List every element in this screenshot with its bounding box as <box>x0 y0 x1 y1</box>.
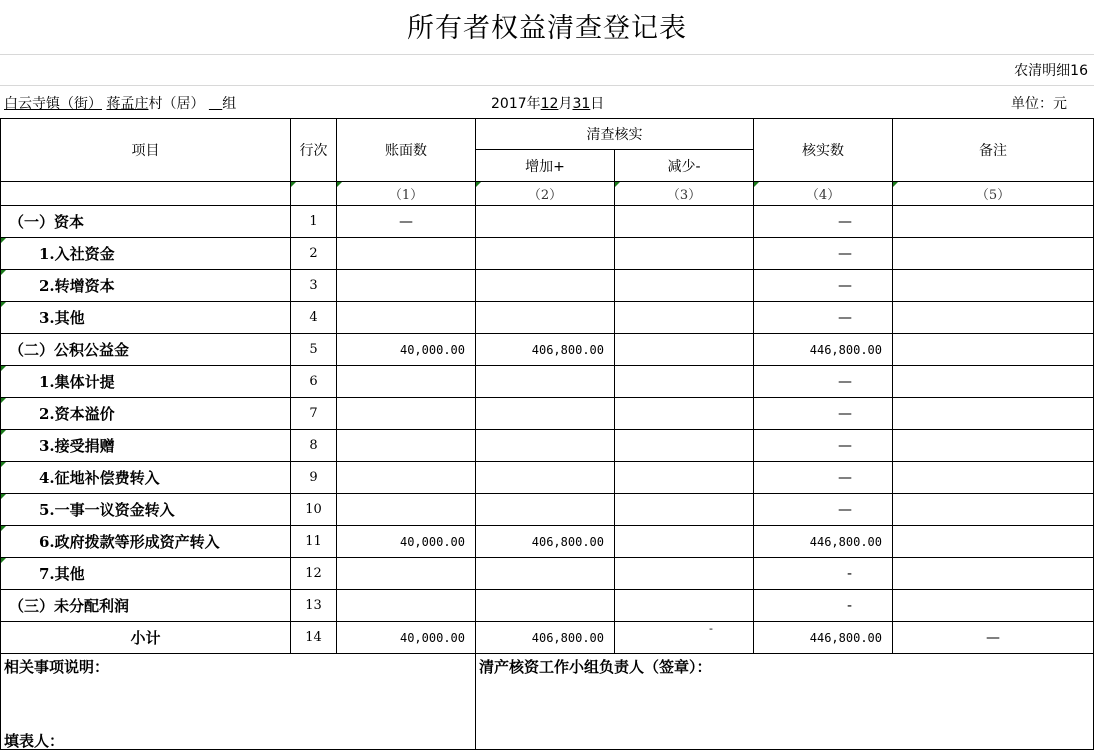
item-cell: （三）未分配利润 <box>1 590 291 622</box>
unit-label: 单位：元 <box>1011 96 1067 112</box>
row-number-cell: 14 <box>291 622 337 654</box>
increase-cell <box>476 366 615 398</box>
actual-value-cell: — <box>754 398 893 430</box>
table-row <box>1 270 1094 302</box>
remark-cell <box>893 206 1094 238</box>
header-row-no: 行次 <box>291 119 337 182</box>
row-number-cell: 4 <box>291 302 337 334</box>
book-value-cell <box>337 270 476 302</box>
table-row <box>1 238 1094 270</box>
increase-cell <box>476 302 615 334</box>
table-row <box>1 622 1094 654</box>
decrease-cell: - <box>615 622 754 654</box>
book-value-cell: 40,000.00 <box>337 526 476 558</box>
decrease-cell <box>615 558 754 590</box>
row-number-cell: 9 <box>291 462 337 494</box>
header-decrease: 减少- <box>615 150 754 182</box>
col-index: （4） <box>754 182 893 206</box>
notes-section <box>1 654 476 750</box>
row-number-cell: 10 <box>291 494 337 526</box>
remark-cell <box>893 238 1094 270</box>
remark-cell <box>893 334 1094 366</box>
equity-table <box>0 118 1094 750</box>
table-row <box>1 430 1094 462</box>
footer-row <box>1 654 1094 750</box>
form-code: 农清明细16 <box>1014 63 1088 79</box>
table-row <box>1 334 1094 366</box>
header-item: 项目 <box>1 119 291 182</box>
actual-value-cell: 446,800.00 <box>754 334 893 366</box>
village-name: 蒋孟庄 <box>106 96 149 112</box>
item-cell: 3.其他 <box>1 302 291 334</box>
group-blank <box>209 96 222 112</box>
table-row <box>1 462 1094 494</box>
book-value-cell <box>337 494 476 526</box>
book-value-cell <box>337 366 476 398</box>
increase-cell: 406,800.00 <box>476 622 615 654</box>
col-index: （2） <box>476 182 615 206</box>
table-row <box>1 558 1094 590</box>
decrease-cell <box>615 590 754 622</box>
item-cell: 2.资本溢价 <box>1 398 291 430</box>
index-blank <box>1 182 291 206</box>
index-blank <box>291 182 337 206</box>
decrease-cell <box>615 526 754 558</box>
table-row <box>1 494 1094 526</box>
remark-cell <box>893 462 1094 494</box>
date-month: 12 <box>540 96 559 112</box>
group-suffix: 组 <box>222 96 237 112</box>
village-suffix: 村（居） <box>148 96 205 112</box>
notes-label: 相关事项说明： <box>4 658 110 676</box>
item-cell: （二）公积公益金 <box>1 334 291 366</box>
remark-cell <box>893 558 1094 590</box>
col-index: （3） <box>615 182 754 206</box>
item-cell: 4.征地补偿费转入 <box>1 462 291 494</box>
actual-value-cell: — <box>754 366 893 398</box>
decrease-cell <box>615 430 754 462</box>
decrease-cell <box>615 334 754 366</box>
remark-cell <box>893 590 1094 622</box>
increase-cell <box>476 398 615 430</box>
town-name: 白云寺镇（街） <box>4 96 102 112</box>
increase-cell <box>476 494 615 526</box>
actual-value-cell: - <box>754 590 893 622</box>
table-row <box>1 590 1094 622</box>
location-line <box>4 93 236 113</box>
actual-value-cell: — <box>754 302 893 334</box>
book-value-cell <box>337 302 476 334</box>
table-row <box>1 398 1094 430</box>
row-number-cell: 7 <box>291 398 337 430</box>
book-value-cell <box>337 398 476 430</box>
decrease-cell <box>615 238 754 270</box>
date-year: 2017年 <box>491 96 541 112</box>
increase-cell <box>476 462 615 494</box>
increase-cell <box>476 590 615 622</box>
col-index: （1） <box>337 182 476 206</box>
book-value-cell: — <box>337 206 476 238</box>
decrease-cell <box>615 366 754 398</box>
table-row <box>1 206 1094 238</box>
actual-value-cell: 446,800.00 <box>754 526 893 558</box>
remark-cell <box>893 398 1094 430</box>
increase-cell <box>476 206 615 238</box>
increase-cell <box>476 558 615 590</box>
date-month-suffix: 月 <box>558 96 573 112</box>
increase-cell <box>476 238 615 270</box>
row-number-cell: 3 <box>291 270 337 302</box>
decrease-cell <box>615 462 754 494</box>
actual-value-cell: — <box>754 206 893 238</box>
item-cell: 小计 <box>1 622 291 654</box>
remark-cell <box>893 494 1094 526</box>
row-number-cell: 1 <box>291 206 337 238</box>
item-cell: 3.接受捐赠 <box>1 430 291 462</box>
book-value-cell <box>337 462 476 494</box>
leader-label: 清产核资工作小组负责人（签章）： <box>479 658 712 676</box>
row-number-cell: 2 <box>291 238 337 270</box>
actual-value-cell: - <box>754 558 893 590</box>
remark-cell <box>893 270 1094 302</box>
decrease-cell <box>615 398 754 430</box>
remark-cell: — <box>893 622 1094 654</box>
date-day-suffix: 日 <box>590 96 605 112</box>
row-number-cell: 13 <box>291 590 337 622</box>
book-value-cell: 40,000.00 <box>337 334 476 366</box>
remark-cell <box>893 430 1094 462</box>
decrease-cell <box>615 494 754 526</box>
book-value-cell <box>337 590 476 622</box>
leader-signature-section <box>476 654 1094 750</box>
item-cell: （一）资本 <box>1 206 291 238</box>
increase-cell <box>476 270 615 302</box>
header-increase: 增加+ <box>476 150 615 182</box>
actual-value-cell: — <box>754 270 893 302</box>
actual-value-cell: — <box>754 238 893 270</box>
row-number-cell: 5 <box>291 334 337 366</box>
row-number-cell: 12 <box>291 558 337 590</box>
item-cell: 7.其他 <box>1 558 291 590</box>
actual-value-cell: — <box>754 494 893 526</box>
row-number-cell: 8 <box>291 430 337 462</box>
divider <box>0 85 1094 86</box>
actual-value-cell: — <box>754 430 893 462</box>
item-cell: 1.集体计提 <box>1 366 291 398</box>
book-value-cell: 40,000.00 <box>337 622 476 654</box>
increase-cell: 406,800.00 <box>476 526 615 558</box>
report-date <box>491 93 604 113</box>
header-verify: 清查核实 <box>476 119 754 150</box>
book-value-cell <box>337 558 476 590</box>
header-actual: 核实数 <box>754 119 893 182</box>
table-row <box>1 526 1094 558</box>
filler-label: 填表人： <box>4 732 65 750</box>
book-value-cell <box>337 430 476 462</box>
item-cell: 6.政府拨款等形成资产转入 <box>1 526 291 558</box>
item-cell: 2.转增资本 <box>1 270 291 302</box>
decrease-cell <box>615 270 754 302</box>
header-book: 账面数 <box>337 119 476 182</box>
header-remark: 备注 <box>893 119 1094 182</box>
item-cell: 1.入社资金 <box>1 238 291 270</box>
table-row <box>1 302 1094 334</box>
date-day: 31 <box>572 96 591 112</box>
remark-cell <box>893 526 1094 558</box>
actual-value-cell: — <box>754 462 893 494</box>
remark-cell <box>893 366 1094 398</box>
table-row <box>1 366 1094 398</box>
decrease-cell <box>615 206 754 238</box>
item-cell: 5.一事一议资金转入 <box>1 494 291 526</box>
increase-cell <box>476 430 615 462</box>
actual-value-cell: 446,800.00 <box>754 622 893 654</box>
increase-cell: 406,800.00 <box>476 334 615 366</box>
row-number-cell: 11 <box>291 526 337 558</box>
form-title: 所有者权益清查登记表 <box>0 0 1094 55</box>
col-index: （5） <box>893 182 1094 206</box>
book-value-cell <box>337 238 476 270</box>
decrease-cell <box>615 302 754 334</box>
remark-cell <box>893 302 1094 334</box>
row-number-cell: 6 <box>291 366 337 398</box>
